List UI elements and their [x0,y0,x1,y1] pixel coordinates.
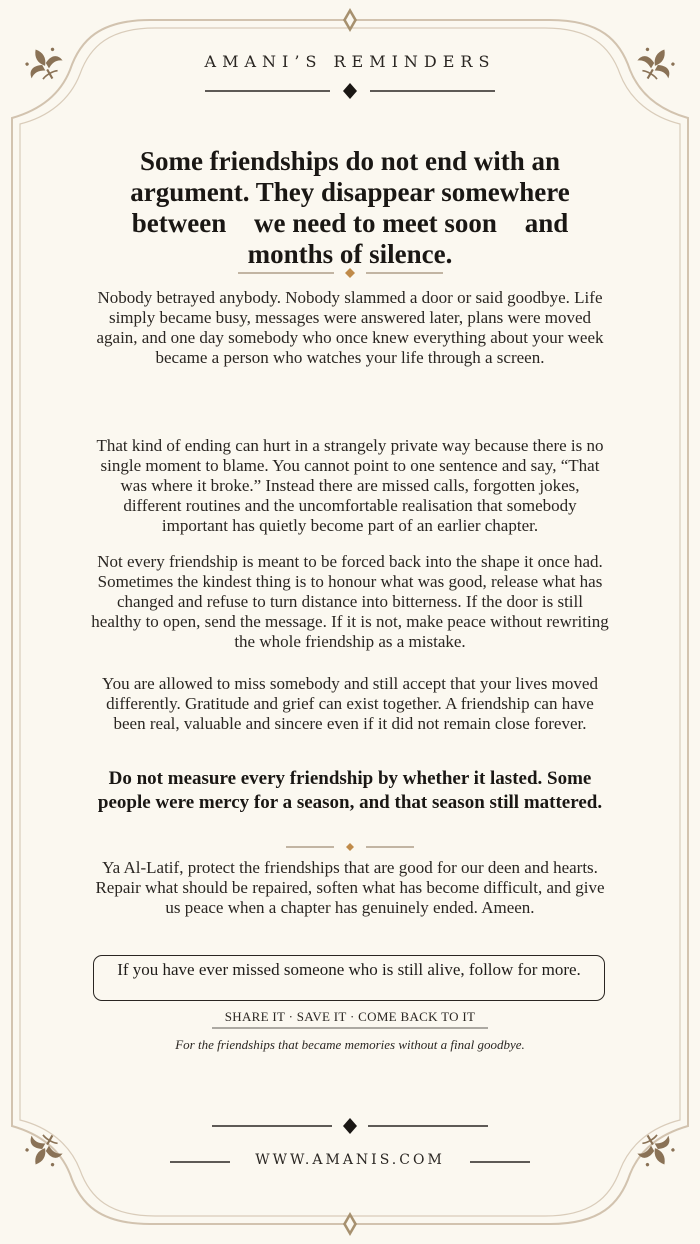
tagline: For the friendships that became memories without a final goodbye. [175,1037,525,1052]
follow-cta[interactable]: If you have ever missed someone who is still alive, follow for more. [93,955,605,1001]
body-paragraph: Not every friendship is meant to be forced back into the shape it once had. Sometimes the kindest thing is to honour what was good, release what has changed and refuse to turn distance into bitterness. If the door is still healthy to open, send the message. If it is not, make peace without rewriting the whole friendship as a mistake. [91,552,609,651]
emphasis-statement: Do not measure every friendship by whether it lasted. Some people were mercy for a season, and that season still mattered. [97,768,603,813]
website-link[interactable]: WWW.AMANIS.COM [255,1152,445,1168]
body-paragraph: That kind of ending can hurt in a strangely private way because there is no single moment to blame. You cannot point to one sentence and say, “That was where it broke.” Instead there are missed calls, forgotten jokes, different routines and the uncomfortable realisation that somebody important has quietly become part of an earlier chapter. [96,436,604,535]
brand-title: AMANI’S REMINDERS [204,52,496,71]
share-save-actions: SHARE IT · SAVE IT · COME BACK TO IT [224,1009,476,1024]
diamond-icon [343,83,357,99]
diamond-icon [346,843,354,851]
prayer-paragraph: Ya Al-Latif, protect the friendships that are good for our deen and hearts. Repair what should be repaired, soften what has become difficult, and give us peace when a chapter has genuinely ended. Ameen. [95,858,605,917]
body-paragraph: Nobody betrayed anybody. Nobody slammed a door or said goodbye. Life simply became busy, messages were answered later, plans were moved again, and one day somebody who once knew everything about your week became a person who watches your life through a screen. [96,288,604,367]
headline: Some friendships do not end with an argument. They disappear somewhere between  we need to meet soon  and months of silence. [130,146,570,269]
diamond-icon [343,1118,357,1134]
body-paragraph: You are allowed to miss somebody and still accept that your lives moved differently. Gratitude and grief can exist together. A friendship can have been real, valuable and sincere even if it did not remain close forever. [102,674,598,733]
